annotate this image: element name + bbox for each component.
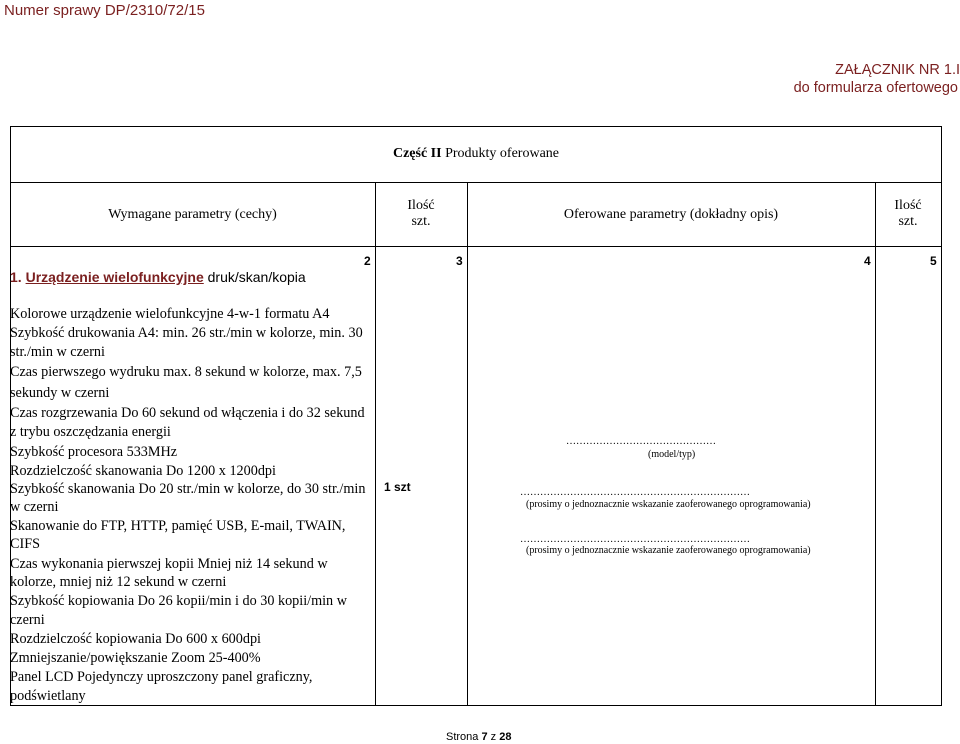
part-row-divider xyxy=(10,182,942,183)
page-current: 7 xyxy=(481,731,488,743)
offer-dots-model: ……………………………………… xyxy=(566,436,716,447)
spec-line: sekundy w czerni xyxy=(10,385,110,401)
column-divider-1 xyxy=(375,182,376,706)
spec-line: z trybu oszczędzania energii xyxy=(10,424,171,440)
part-title xyxy=(10,146,942,162)
column-header-quantity-2-line2: szt. xyxy=(898,214,918,229)
annex-label: ZAŁĄCZNIK NR 1.I xyxy=(835,62,960,78)
column-header-quantity xyxy=(375,198,467,230)
part-title-rest: Produkty oferowane xyxy=(441,146,560,161)
spec-line: Szybkość skanowania Do 20 str./min w kolorze, do 30 str./min xyxy=(10,481,366,497)
spec-line: Rozdzielczość skanowania Do 1200 x 1200dpi xyxy=(10,463,276,479)
spec-line: Rozdzielczość kopiowania Do 600 x 600dpi xyxy=(10,631,261,647)
table-border-bottom xyxy=(10,705,942,706)
spec-line: Skanowanie do FTP, HTTP, pamięć USB, E-mail, TWAIN, xyxy=(10,518,346,534)
spec-line: w czerni xyxy=(10,499,59,515)
spec-line: Panel LCD Pojedynczy uproszczony panel graficzny, xyxy=(10,669,313,685)
table-border-top xyxy=(10,126,942,127)
document-title: Numer sprawy DP/2310/72/15 xyxy=(4,2,205,19)
header-row-divider xyxy=(10,246,942,247)
item-title xyxy=(10,269,306,285)
spec-line: podświetlany xyxy=(10,688,86,704)
column-number-4: 4 xyxy=(864,254,871,268)
spec-line: Szybkość kopiowania Do 26 kopii/min i do 30 kopii/min w xyxy=(10,593,347,609)
spec-line: Czas rozgrzewania Do 60 sekund od włączenia i do 32 sekund xyxy=(10,405,365,421)
page-footer xyxy=(446,731,511,743)
spec-line: Czas pierwszego wydruku max. 8 sekund w kolorze, max. 7,5 xyxy=(10,364,362,380)
column-header-quantity-2 xyxy=(875,198,941,230)
column-number-2: 2 xyxy=(364,254,371,268)
spec-line: czerni xyxy=(10,612,45,628)
column-header-required: Wymagane parametry (cechy) xyxy=(108,207,277,222)
offer-label-software-2: (prosimy o jednoznacznie wskazanie zaoferowanego oprogramowania) xyxy=(526,545,811,556)
column-number-5: 5 xyxy=(930,254,937,268)
offer-label-software-1: (prosimy o jednoznacznie wskazanie zaoferowanego oprogramowania) xyxy=(526,499,811,510)
spec-line: Zmniejszanie/powiększanie Zoom 25-400% xyxy=(10,650,261,666)
column-divider-2 xyxy=(467,182,468,706)
offer-dots-software-2: …………………………………………………………… xyxy=(520,534,750,545)
column-header-offered: Oferowane parametry (dokładny opis) xyxy=(563,207,779,222)
spec-line: Szybkość procesora 533MHz xyxy=(10,444,178,460)
offer-dots-software-1: …………………………………………………………… xyxy=(520,487,750,498)
item-title-underlined: Urządzenie wielofunkcyjne xyxy=(25,269,204,285)
page-separator: z xyxy=(487,731,500,743)
spec-line: Kolorowe urządzenie wielofunkcyjne 4-w-1 formatu A4 xyxy=(10,306,330,322)
spec-line: str./min w czerni xyxy=(10,344,105,360)
part-title-bold: Część II xyxy=(392,146,442,161)
page-prefix: Strona xyxy=(446,731,482,743)
item-title-rest: druk/skan/kopia xyxy=(203,269,306,285)
annex-sublabel: do formularza ofertowego xyxy=(793,80,958,96)
item-quantity: 1 szt xyxy=(384,480,411,494)
column-header-quantity-line2: szt. xyxy=(411,214,431,229)
column-number-3: 3 xyxy=(456,254,463,268)
offer-label-model: (model/typ) xyxy=(648,449,696,460)
spec-line: kolorze, mniej niż 12 sekund w czerni xyxy=(10,574,227,590)
column-divider-3 xyxy=(875,182,876,706)
table-border-right xyxy=(941,126,942,706)
column-header-quantity-2-line1: Ilość xyxy=(894,198,922,213)
spec-line: Szybkość drukowania A4: min. 26 str./min w kolorze, min. 30 xyxy=(10,325,363,341)
spec-line: CIFS xyxy=(10,536,40,552)
column-header-quantity-line1: Ilość xyxy=(407,198,435,213)
spec-line: Czas wykonania pierwszej kopii Mniej niż 14 sekund w xyxy=(10,556,328,572)
item-number: 1. xyxy=(10,269,22,285)
page-total: 28 xyxy=(499,731,512,743)
